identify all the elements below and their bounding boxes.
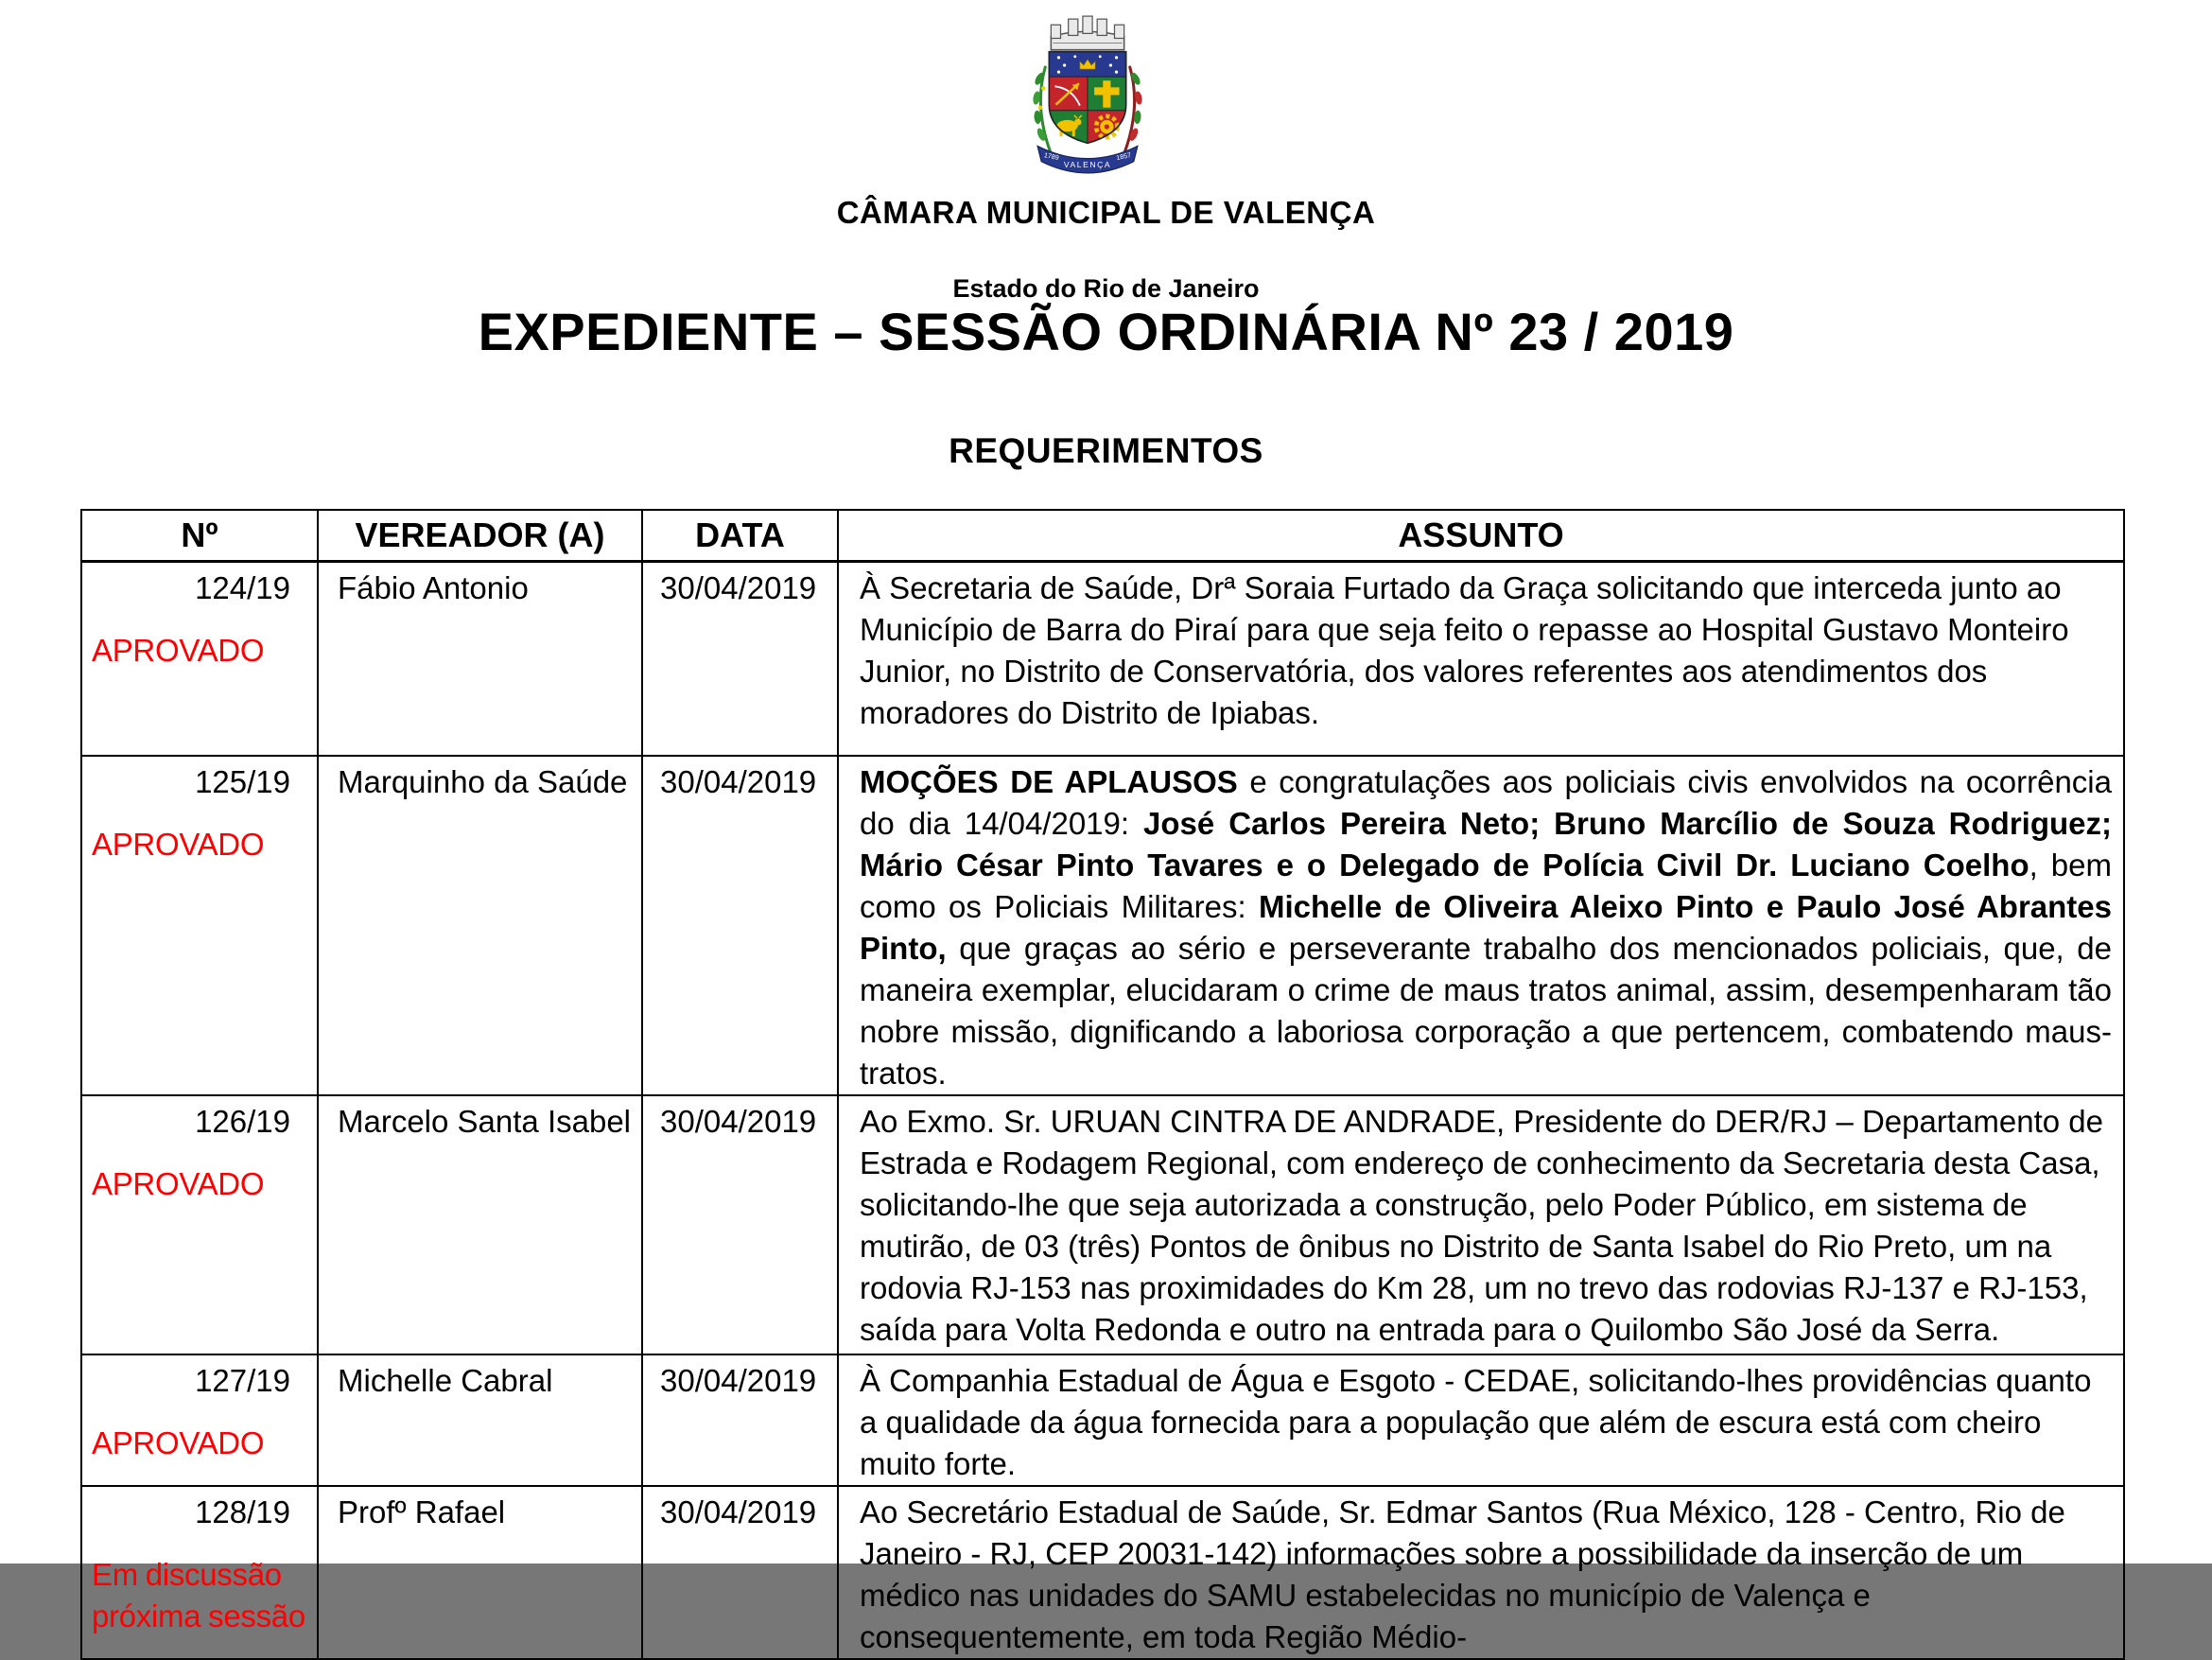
status-label: APROVADO: [92, 1424, 265, 1460]
table-row: [81, 756, 2124, 1095]
cell-assunto: [838, 1095, 2124, 1354]
cell-assunto: [838, 756, 2124, 1095]
cell-data: 30/04/2019: [642, 756, 838, 1095]
request-number: 125/19: [195, 763, 290, 799]
assunto-segment: À Companhia Estadual de Água e Esgoto - CEDAE, solicitando-lhes providências quanto a qualidade da água fornecida para a população que além de escura está com cheiro muito forte.: [860, 1362, 2092, 1481]
column-header-assunto: ASSUNTO: [838, 510, 2124, 562]
table-row: [81, 562, 2124, 756]
cell-data: 30/04/2019: [642, 562, 838, 756]
status-label: APROVADO: [92, 633, 265, 668]
table-header-row: [81, 510, 2124, 562]
cell-assunto: [838, 1354, 2124, 1486]
assunto-segment: e congratulações aos policiais civis envolvidos na ocorrência do dia 14/04/2019:: [860, 763, 2112, 841]
cell-numero: [81, 1354, 318, 1486]
assunto-segment: MOÇÕES DE APLAUSOS: [860, 763, 1238, 799]
assunto-segment: Ao Secretário Estadual de Saúde, Sr. Edmar Santos (Rua México, 128 - Centro, Rio de Janeiro - RJ, CEP 20031-142) informações sobre a possibilidade da inserção de um médico nas unidades do SAMU estabelecidas no município de Valença e consequentemente, em toda Região Médio-: [860, 1494, 2065, 1654]
requests-tbody: [81, 562, 2124, 1659]
crest-city-name: VALENÇA: [1063, 159, 1112, 169]
page-title: EXPEDIENTE – SESSÃO ORDINÁRIA Nº 23 / 2019: [478, 302, 1734, 361]
request-number: 124/19: [195, 570, 290, 605]
table-row: [81, 1354, 2124, 1486]
crest-shield: [1049, 52, 1125, 145]
column-header-numero: Nº: [81, 510, 318, 562]
cell-data: 30/04/2019: [642, 1486, 838, 1659]
section-title: REQUERIMENTOS: [949, 431, 1263, 470]
cell-assunto: [838, 1486, 2124, 1659]
org-subtitle: Estado do Rio de Janeiro: [952, 274, 1260, 303]
request-number: 128/19: [195, 1494, 290, 1529]
requests-table: [80, 509, 2125, 1660]
column-header-vereador: VEREADOR (A): [318, 510, 642, 562]
cell-vereador: Marcelo Santa Isabel: [318, 1095, 642, 1354]
assunto-segment: , bem como os Policiais Militares:: [860, 847, 2112, 924]
status-label: APROVADO: [92, 1165, 265, 1201]
crest-year-right: 1857: [1115, 151, 1132, 163]
request-number: 126/19: [195, 1103, 290, 1139]
cell-data: 30/04/2019: [642, 1354, 838, 1486]
status-label: Em discussão próxima sessão: [92, 1556, 305, 1634]
cell-vereador: Michelle Cabral: [318, 1354, 642, 1486]
status-label: APROVADO: [92, 826, 265, 862]
municipal-crest-image: [1029, 11, 1146, 180]
column-header-data: DATA: [642, 510, 838, 562]
cell-numero: [81, 1486, 318, 1659]
org-name: CÂMARA MUNICIPAL DE VALENÇA: [836, 195, 1376, 230]
table-row: [81, 1095, 2124, 1354]
cell-numero: [81, 562, 318, 756]
cell-numero: [81, 1095, 318, 1354]
table-row: [81, 1486, 2124, 1659]
cell-vereador: Profº Rafael: [318, 1486, 642, 1659]
request-number: 127/19: [195, 1362, 290, 1398]
crest-year-left: 1789: [1043, 151, 1060, 163]
assunto-segment: que graças ao sério e perseverante trabalho dos mencionados policiais, que, de maneira exemplar, elucidaram o crime de maus tratos animal, assim, desempenharam tão nobre missão, dignificando a laboriosa corporação a que pertencem, combatendo maus-tratos.: [860, 930, 2112, 1091]
assunto-segment: José Carlos Pereira Neto; Bruno Marcílio de Souza Rodriguez; Mário César Pinto Tavares e o Delegado de Polícia Civil Dr. Luciano Coelho: [860, 805, 2112, 882]
crest-ribbon: [1037, 146, 1138, 172]
cell-vereador: Fábio Antonio: [318, 562, 642, 756]
cell-vereador: Marquinho da Saúde: [318, 756, 642, 1095]
cell-numero: [81, 756, 318, 1095]
assunto-segment: Michelle de Oliveira Aleixo Pinto e Paulo José Abrantes Pinto,: [860, 888, 2113, 966]
assunto-segment: À Secretaria de Saúde, Drª Soraia Furtado da Graça solicitando que interceda junto ao Município de Barra do Piraí para que seja feito o repasse ao Hospital Gustavo Monteiro Junior, no Distrito de Conservatória, dos valores referentes aos atendimentos dos moradores do Distrito de Ipiabas.: [860, 570, 2069, 730]
cell-assunto: [838, 562, 2124, 756]
assunto-segment: Ao Exmo. Sr. URUAN CINTRA DE ANDRADE, Presidente do DER/RJ – Departamento de Estrada e Rodagem Regional, com endereço de conhecimento da Secretaria desta Casa, solicitando-lhe que seja autorizada a construção, pelo Poder Público, em sistema de mutirão, de 03 (três) Pontos de ônibus no Distrito de Santa Isabel do Rio Preto, um na rodovia RJ-153 nas proximidades do Km 28, um no trevo das rodovias RJ-137 e RJ-153, saída para Volta Redonda e outro na entrada para o Quilombo São José da Serra.: [860, 1103, 2103, 1347]
cell-data: 30/04/2019: [642, 1095, 838, 1354]
crest-crown: [1051, 16, 1123, 50]
